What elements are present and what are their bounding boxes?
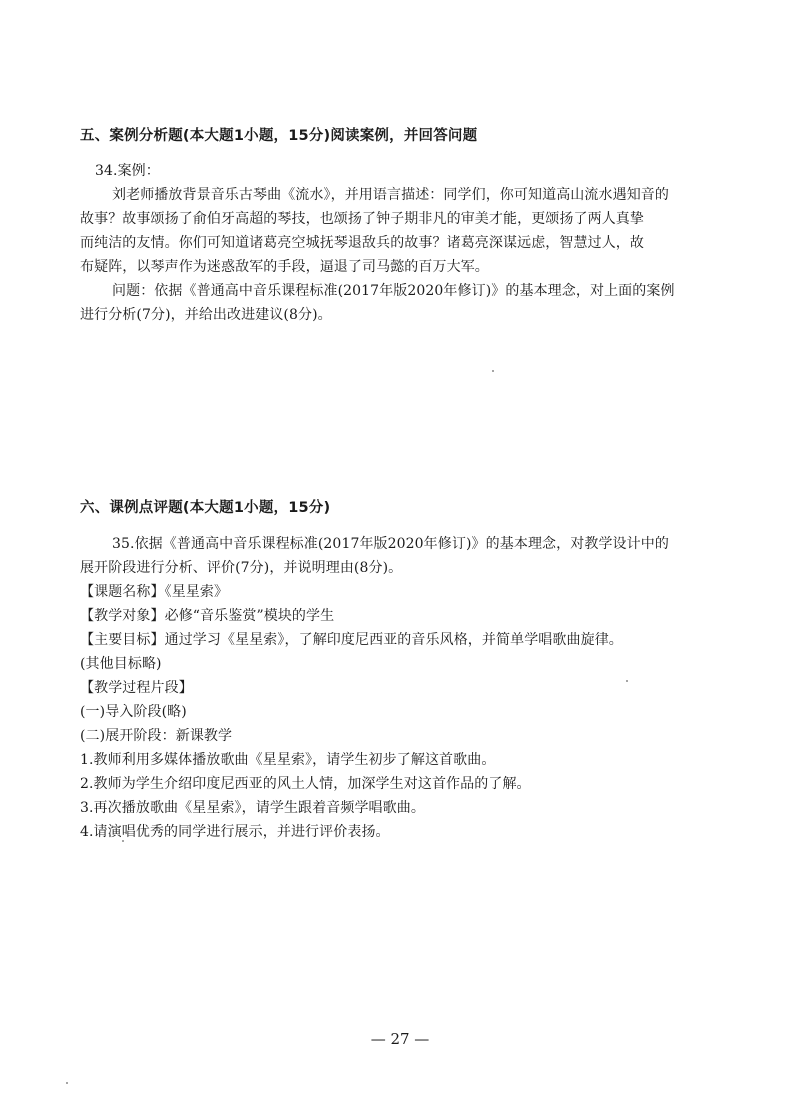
section5-heading: 五、案例分析题(本大题1小题，15分)阅读案例，并回答问题: [80, 128, 478, 144]
page-number: — 27 —: [370, 1030, 430, 1048]
question-35-line: 35.依据《普通高中音乐课程标准(2017年版2020年修订)》的基本理念，对教学设计中的: [112, 536, 669, 552]
case-line: 刘老师播放背景音乐古琴曲《流水》，并用语言描述：同学们，你可知道高山流水遇知音的: [112, 187, 669, 203]
lesson-step-item: 4.请演唱优秀的同学进行展示，并进行评价表扬。: [80, 824, 390, 840]
lesson-process-heading: 【教学过程片段】: [80, 680, 193, 696]
lesson-step-item: 1.教师利用多媒体播放歌曲《星星索》，请学生初步了解这首歌曲。: [80, 752, 496, 768]
case-line: 而纯洁的友情。你们可知道诸葛亮空城抚琴退敌兵的故事？诸葛亮深谋远虑，智慧过人，故: [80, 235, 644, 251]
lesson-stage-item: (二)展开阶段：新课教学: [80, 728, 233, 744]
lesson-other-goals: (其他目标略): [80, 656, 162, 672]
scan-speck: [492, 370, 494, 372]
question-34-label: 34.案例：: [95, 163, 160, 179]
scan-speck: [626, 680, 628, 682]
scan-speck: [122, 840, 124, 842]
lesson-step-item: 2.教师为学生介绍印度尼西亚的风土人情，加深学生对这首作品的了解。: [80, 776, 531, 792]
question-line: 进行分析(7分)，并给出改进建议(8分)。: [80, 307, 332, 323]
question-line: 问题：依据《普通高中音乐课程标准(2017年版2020年修订)》的基本理念，对上面的案例: [112, 283, 675, 299]
lesson-step-item: 3.再次播放歌曲《星星索》，请学生跟着音频学唱歌曲。: [80, 800, 425, 816]
case-line: 布疑阵，以琴声作为迷惑敌军的手段，逼退了司马懿的百万大军。: [80, 259, 489, 275]
scan-speck: [66, 1082, 68, 1084]
lesson-goal-item: 【主要目标】通过学习《星星索》，了解印度尼西亚的音乐风格，并简单学唱歌曲旋律。: [80, 632, 623, 648]
lesson-stage-item: (一)导入阶段(略): [80, 704, 187, 720]
question-35-line: 展开阶段进行分析、评价(7分)，并说明理由(8分)。: [80, 560, 403, 576]
case-line: 故事？故事颂扬了俞伯牙高超的琴技，也颂扬了钟子期非凡的审美才能，更颂扬了两人真挚: [80, 211, 644, 227]
section6-heading: 六、课例点评题(本大题1小题，15分): [80, 500, 331, 516]
lesson-target-item: 【教学对象】必修“音乐鉴赏”模块的学生: [80, 608, 335, 624]
lesson-title-item: 【课题名称】《星星索》: [80, 584, 229, 600]
